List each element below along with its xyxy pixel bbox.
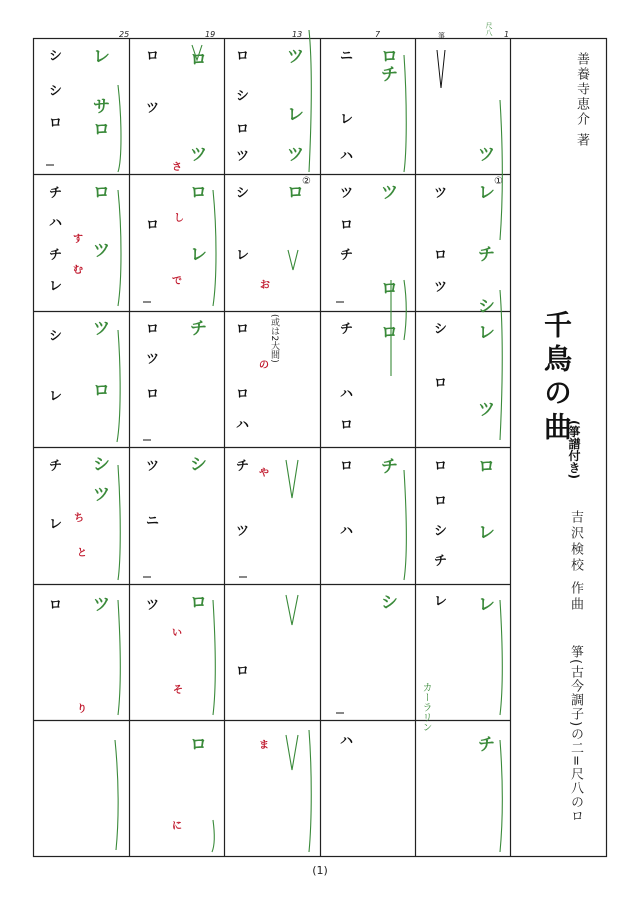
column-number: 1 [504,30,510,39]
shakuhachi-mark: ロ [478,457,495,477]
circle-marker: ① [494,176,503,187]
shakuhachi-mark: レ [478,523,495,543]
shakuhachi-mark: レ [93,47,110,67]
shakuhachi-mark: ツ [93,485,110,505]
koto-mark: ツ [146,352,160,367]
koto-mark: レ [340,112,354,127]
lyric-syllable: お [260,280,270,291]
shakuhachi-mark: チ [381,65,398,85]
shakuhachi-mark: シ [478,297,495,317]
lyric-syllable: す [73,234,83,245]
koto-mark: ロ [340,459,354,474]
koto-mark: シ [49,329,63,344]
lyric-syllable: で [172,276,182,287]
shakuhachi-mark: レ [190,245,207,265]
shakuhachi-mark: レ [478,183,495,203]
alternate-note: (或は2大間) [269,314,279,363]
lyric-syllable: り [77,704,87,715]
koto-mark: ニ [340,49,354,64]
koto-mark: ロ [236,387,250,402]
koto-mark: ツ [146,459,160,474]
lyric-syllable: の [259,360,269,371]
author-credit: 善養寺恵介 著 [574,52,589,149]
koto-mark: ロ [236,49,250,64]
shakuhachi-mark: シ [381,593,398,613]
shakuhachi-mark: ロ [190,593,207,613]
koto-mark: ツ [236,524,250,539]
koto-mark: シ [236,89,250,104]
lyric-syllable: そ [173,685,183,696]
shakuhachi-mark: シ [190,455,207,475]
shakuhachi-mark: レ [287,105,304,125]
shakuhachi-mark: チ [190,319,207,339]
koto-mark: ロ [434,248,448,263]
koto-mark: チ [340,248,354,263]
lyric-syllable: に [172,821,182,832]
koto-mark: ロ [236,664,250,679]
koto-mark: ロ [434,494,448,509]
koto-mark: ツ [434,186,448,201]
shakuhachi-mark: ツ [287,47,304,67]
koto-label: 箏 [438,32,445,40]
koto-mark: チ [49,248,63,263]
lyric-syllable: む [73,265,83,276]
lyric-syllable: ま [259,740,269,751]
lyric-syllable: い [172,628,182,639]
koto-mark: ツ [434,280,448,295]
koto-mark: シ [49,49,63,64]
shakuhachi-mark: ツ [478,145,495,165]
shakuhachi-mark: レ [478,595,495,615]
shakuhachi-mark: レ [478,323,495,343]
shakuhachi-mark: ツ [93,319,110,339]
karari-annotation: カーラリン [420,682,431,732]
shakuhachi-mark: ツ [93,595,110,615]
lyric-syllable: さ [172,162,182,173]
shakuhachi-mark: ロ [381,47,398,67]
shakuhachi-mark: ツ [190,145,207,165]
koto-mark: ツ [146,598,160,613]
koto-mark: シ [236,186,250,201]
shakuhachi-mark: チ [478,735,495,755]
koto-mark: ハ [236,418,250,433]
shakuhachi-mark: ロ [93,183,110,203]
koto-mark: ハ [340,734,354,749]
koto-mark: レ [49,517,63,532]
koto-mark: ロ [434,459,448,474]
lyric-syllable: ち [74,513,84,524]
shakuhachi-mark: ツ [381,183,398,203]
koto-mark: シ [434,524,448,539]
piece-subtitle: (箏譜付き) [567,420,581,479]
koto-mark: ロ [236,322,250,337]
tuning-note: 箏(古今調子)の二=尺八のロ [568,645,583,824]
koto-mark: ハ [340,149,354,164]
shakuhachi-mark: チ [478,245,495,265]
koto-mark: ロ [49,598,63,613]
shakuhachi-mark: ロ [287,183,304,203]
shakuhachi-mark: ロ [381,323,398,343]
koto-mark: ロ [146,387,160,402]
koto-mark: チ [49,186,63,201]
koto-mark: レ [236,248,250,263]
column-number: 7 [375,30,381,39]
koto-mark: ツ [236,149,250,164]
koto-mark: ロ [146,218,160,233]
koto-mark: ロ [340,418,354,433]
koto-mark: レ [49,279,63,294]
page-number: (1) [312,864,328,877]
shakuhachi-mark: ツ [93,241,110,261]
koto-mark: チ [49,459,63,474]
shakuhachi-mark: シ [93,455,110,475]
shakuhachi-mark: ロ [190,735,207,755]
koto-mark: チ [236,459,250,474]
koto-mark: レ [434,594,448,609]
shakuhachi-mark: ロ [190,183,207,203]
shakuhachi-mark: ロ [93,120,110,140]
koto-mark: ロ [146,49,160,64]
lyric-syllable: と [77,548,87,559]
koto-mark: ツ [146,101,160,116]
shakuhachi-mark: ロ [190,50,207,70]
koto-mark: ツ [340,186,354,201]
shakuhachi-mark: サ [93,97,110,117]
koto-mark: シ [49,84,63,99]
column-number: 25 [119,30,130,39]
piece-title: 千鳥の曲 [540,310,573,446]
koto-mark: ハ [49,216,63,231]
column-number: 19 [205,30,216,39]
koto-mark: ロ [236,122,250,137]
lyric-syllable: し [174,213,184,224]
koto-mark: ロ [49,116,63,131]
shakuhachi-label: 尺八 [485,22,493,36]
lyric-syllable: や [259,468,269,479]
koto-mark: レ [49,389,63,404]
shakuhachi-mark: チ [381,457,398,477]
koto-mark: ハ [340,524,354,539]
koto-mark: ロ [434,376,448,391]
koto-mark: ロ [340,218,354,233]
koto-mark: チ [340,322,354,337]
shakuhachi-rhythm-lines [115,30,502,852]
koto-mark: ニ [146,514,160,529]
circle-marker: ② [302,176,311,187]
koto-mark: ロ [146,322,160,337]
column-number: 13 [292,30,303,39]
koto-mark: チ [434,554,448,569]
shakuhachi-mark: ツ [287,145,304,165]
shakuhachi-mark: ツ [478,400,495,420]
koto-mark: ハ [340,387,354,402]
koto-mark: シ [434,322,448,337]
composer-credit: 吉沢検校 作曲 [568,510,583,614]
shakuhachi-mark: ロ [381,279,398,299]
shakuhachi-mark: ロ [93,381,110,401]
